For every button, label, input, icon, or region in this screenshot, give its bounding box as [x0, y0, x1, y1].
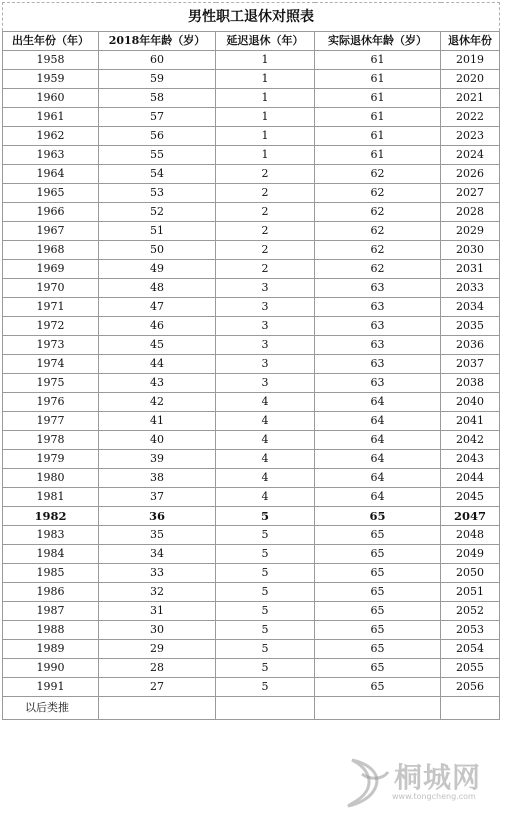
- table-row: [3, 51, 500, 70]
- cell-delay-years: 1: [216, 70, 315, 89]
- table-row: [3, 127, 500, 146]
- cell-birth-year: 1985: [3, 564, 99, 583]
- cell-delay-years: 2: [216, 260, 315, 279]
- cell-delay-years: 1: [216, 51, 315, 70]
- cell-delay-years: 3: [216, 336, 315, 355]
- cell-delay-years: 1: [216, 108, 315, 127]
- cell-birth-year: 1970: [3, 279, 99, 298]
- footnote-row: [3, 697, 500, 720]
- cell-actual-retire-age: 65: [315, 507, 441, 526]
- cell-delay-years: 3: [216, 298, 315, 317]
- table-row: [3, 602, 500, 621]
- cell-birth-year: 1966: [3, 203, 99, 222]
- table-row: [3, 165, 500, 184]
- cell-actual-retire-age: 63: [315, 355, 441, 374]
- cell-birth-year: 1961: [3, 108, 99, 127]
- table-row: [3, 545, 500, 564]
- cell-age-2018: 46: [99, 317, 216, 336]
- table-row: [3, 393, 500, 412]
- cell-actual-retire-age: 65: [315, 545, 441, 564]
- cell-birth-year: 1986: [3, 583, 99, 602]
- cell-age-2018: 57: [99, 108, 216, 127]
- cell-retire-year: 2023: [441, 127, 500, 146]
- cell-retire-year: 2043: [441, 450, 500, 469]
- table-row: [3, 526, 500, 545]
- cell-delay-years: 5: [216, 545, 315, 564]
- cell-retire-year: 2035: [441, 317, 500, 336]
- footnote-text: 以后类推: [3, 697, 99, 720]
- cell-retire-year: 2033: [441, 279, 500, 298]
- table-row: [3, 146, 500, 165]
- table-row: [3, 184, 500, 203]
- cell-delay-years: 4: [216, 393, 315, 412]
- cell-age-2018: 35: [99, 526, 216, 545]
- cell-retire-year: 2030: [441, 241, 500, 260]
- cell-actual-retire-age: 63: [315, 298, 441, 317]
- cell-age-2018: 47: [99, 298, 216, 317]
- header-birth-year: 出生年份（年）: [3, 32, 99, 51]
- cell-actual-retire-age: 64: [315, 450, 441, 469]
- cell-actual-retire-age: 65: [315, 526, 441, 545]
- table-row: [3, 279, 500, 298]
- cell-actual-retire-age: 65: [315, 678, 441, 697]
- cell-retire-year: 2034: [441, 298, 500, 317]
- cell-birth-year: 1963: [3, 146, 99, 165]
- cell-actual-retire-age: 65: [315, 640, 441, 659]
- cell-birth-year: 1991: [3, 678, 99, 697]
- cell-age-2018: 29: [99, 640, 216, 659]
- footnote-empty-cell: [441, 697, 500, 720]
- cell-retire-year: 2031: [441, 260, 500, 279]
- cell-delay-years: 5: [216, 621, 315, 640]
- cell-retire-year: 2053: [441, 621, 500, 640]
- cell-actual-retire-age: 65: [315, 602, 441, 621]
- cell-actual-retire-age: 65: [315, 583, 441, 602]
- cell-retire-year: 2038: [441, 374, 500, 393]
- cell-retire-year: 2024: [441, 146, 500, 165]
- cell-birth-year: 1969: [3, 260, 99, 279]
- site-watermark: [342, 752, 507, 812]
- cell-retire-year: 2044: [441, 469, 500, 488]
- cell-age-2018: 43: [99, 374, 216, 393]
- cell-retire-year: 2056: [441, 678, 500, 697]
- cell-age-2018: 56: [99, 127, 216, 146]
- cell-delay-years: 3: [216, 279, 315, 298]
- cell-age-2018: 58: [99, 89, 216, 108]
- cell-actual-retire-age: 65: [315, 621, 441, 640]
- cell-delay-years: 1: [216, 146, 315, 165]
- table-row: [3, 659, 500, 678]
- cell-birth-year: 1981: [3, 488, 99, 507]
- cell-actual-retire-age: 62: [315, 241, 441, 260]
- cell-age-2018: 49: [99, 260, 216, 279]
- cell-retire-year: 2049: [441, 545, 500, 564]
- cell-actual-retire-age: 64: [315, 393, 441, 412]
- cell-birth-year: 1960: [3, 89, 99, 108]
- cell-delay-years: 4: [216, 469, 315, 488]
- watermark-name: 桐城网: [394, 761, 482, 794]
- cell-age-2018: 41: [99, 412, 216, 431]
- cell-delay-years: 4: [216, 450, 315, 469]
- cell-age-2018: 54: [99, 165, 216, 184]
- table-row: [3, 222, 500, 241]
- table-row: [3, 203, 500, 222]
- table-row: [3, 355, 500, 374]
- cell-retire-year: 2036: [441, 336, 500, 355]
- cell-age-2018: 32: [99, 583, 216, 602]
- cell-birth-year: 1975: [3, 374, 99, 393]
- cell-age-2018: 53: [99, 184, 216, 203]
- cell-actual-retire-age: 63: [315, 336, 441, 355]
- cell-birth-year: 1958: [3, 51, 99, 70]
- cell-retire-year: 2037: [441, 355, 500, 374]
- cell-birth-year: 1976: [3, 393, 99, 412]
- cell-actual-retire-age: 62: [315, 222, 441, 241]
- cell-birth-year: 1964: [3, 165, 99, 184]
- cell-age-2018: 48: [99, 279, 216, 298]
- header-retire-year: 退休年份: [441, 32, 500, 51]
- cell-retire-year: 2047: [441, 507, 500, 526]
- cell-birth-year: 1972: [3, 317, 99, 336]
- cell-actual-retire-age: 64: [315, 469, 441, 488]
- cell-actual-retire-age: 61: [315, 89, 441, 108]
- cell-delay-years: 1: [216, 89, 315, 108]
- cell-retire-year: 2027: [441, 184, 500, 203]
- table-row: [3, 678, 500, 697]
- cell-birth-year: 1965: [3, 184, 99, 203]
- cell-birth-year: 1988: [3, 621, 99, 640]
- cell-age-2018: 50: [99, 241, 216, 260]
- table-row: [3, 70, 500, 89]
- cell-birth-year: 1990: [3, 659, 99, 678]
- cell-birth-year: 1971: [3, 298, 99, 317]
- cell-retire-year: 2054: [441, 640, 500, 659]
- cell-age-2018: 36: [99, 507, 216, 526]
- cell-birth-year: 1984: [3, 545, 99, 564]
- cell-retire-year: 2051: [441, 583, 500, 602]
- table-row: [3, 583, 500, 602]
- cell-age-2018: 59: [99, 70, 216, 89]
- cell-retire-year: 2050: [441, 564, 500, 583]
- cell-actual-retire-age: 64: [315, 412, 441, 431]
- cell-birth-year: 1973: [3, 336, 99, 355]
- table-row: [3, 260, 500, 279]
- cell-retire-year: 2040: [441, 393, 500, 412]
- cell-delay-years: 5: [216, 583, 315, 602]
- table-title: 男性职工退休对照表: [3, 3, 500, 32]
- cell-actual-retire-age: 65: [315, 659, 441, 678]
- table-row: [3, 507, 500, 526]
- cell-retire-year: 2041: [441, 412, 500, 431]
- cell-birth-year: 1968: [3, 241, 99, 260]
- cell-age-2018: 40: [99, 431, 216, 450]
- cell-age-2018: 37: [99, 488, 216, 507]
- cell-actual-retire-age: 62: [315, 203, 441, 222]
- table-row: [3, 317, 500, 336]
- cell-birth-year: 1967: [3, 222, 99, 241]
- cell-delay-years: 1: [216, 127, 315, 146]
- cell-retire-year: 2028: [441, 203, 500, 222]
- cell-actual-retire-age: 61: [315, 51, 441, 70]
- table-row: [3, 108, 500, 127]
- header-actual-retire-age: 实际退休年龄（岁）: [315, 32, 441, 51]
- cell-age-2018: 31: [99, 602, 216, 621]
- cell-age-2018: 30: [99, 621, 216, 640]
- cell-actual-retire-age: 63: [315, 279, 441, 298]
- cell-retire-year: 2029: [441, 222, 500, 241]
- cell-delay-years: 2: [216, 203, 315, 222]
- footnote-empty-cell: [315, 697, 441, 720]
- cell-retire-year: 2026: [441, 165, 500, 184]
- cell-actual-retire-age: 61: [315, 108, 441, 127]
- cell-age-2018: 60: [99, 51, 216, 70]
- cell-actual-retire-age: 61: [315, 70, 441, 89]
- footnote-empty-cell: [99, 697, 216, 720]
- table-row: [3, 450, 500, 469]
- cell-actual-retire-age: 61: [315, 127, 441, 146]
- table-row: [3, 488, 500, 507]
- cell-delay-years: 2: [216, 222, 315, 241]
- table-row: [3, 412, 500, 431]
- cell-retire-year: 2021: [441, 89, 500, 108]
- cell-retire-year: 2045: [441, 488, 500, 507]
- cell-delay-years: 5: [216, 602, 315, 621]
- cell-delay-years: 4: [216, 431, 315, 450]
- cell-retire-year: 2055: [441, 659, 500, 678]
- table-row: [3, 374, 500, 393]
- cell-age-2018: 38: [99, 469, 216, 488]
- cell-actual-retire-age: 61: [315, 146, 441, 165]
- retirement-table: [2, 2, 500, 720]
- cell-actual-retire-age: 63: [315, 374, 441, 393]
- table-body: [3, 51, 500, 697]
- table-row: [3, 621, 500, 640]
- header-delay-years: 延迟退休（年）: [216, 32, 315, 51]
- footnote-empty-cell: [216, 697, 315, 720]
- cell-delay-years: 5: [216, 564, 315, 583]
- cell-retire-year: 2042: [441, 431, 500, 450]
- cell-birth-year: 1959: [3, 70, 99, 89]
- header-row: [3, 32, 500, 51]
- cell-delay-years: 5: [216, 640, 315, 659]
- cell-delay-years: 5: [216, 659, 315, 678]
- cell-age-2018: 39: [99, 450, 216, 469]
- table-row: [3, 431, 500, 450]
- cell-age-2018: 52: [99, 203, 216, 222]
- cell-age-2018: 34: [99, 545, 216, 564]
- cell-retire-year: 2048: [441, 526, 500, 545]
- cell-age-2018: 33: [99, 564, 216, 583]
- cell-retire-year: 2020: [441, 70, 500, 89]
- cell-birth-year: 1980: [3, 469, 99, 488]
- cell-actual-retire-age: 64: [315, 431, 441, 450]
- cell-age-2018: 42: [99, 393, 216, 412]
- cell-delay-years: 2: [216, 241, 315, 260]
- cell-birth-year: 1982: [3, 507, 99, 526]
- cell-delay-years: 2: [216, 165, 315, 184]
- title-row: [3, 3, 500, 32]
- cell-birth-year: 1974: [3, 355, 99, 374]
- cell-delay-years: 5: [216, 507, 315, 526]
- cell-delay-years: 4: [216, 488, 315, 507]
- cell-birth-year: 1978: [3, 431, 99, 450]
- cell-birth-year: 1983: [3, 526, 99, 545]
- cell-age-2018: 27: [99, 678, 216, 697]
- cell-delay-years: 3: [216, 374, 315, 393]
- table-row: [3, 564, 500, 583]
- table-row: [3, 469, 500, 488]
- cell-birth-year: 1979: [3, 450, 99, 469]
- cell-delay-years: 4: [216, 412, 315, 431]
- cell-delay-years: 3: [216, 355, 315, 374]
- cell-actual-retire-age: 64: [315, 488, 441, 507]
- cell-actual-retire-age: 63: [315, 317, 441, 336]
- cell-retire-year: 2019: [441, 51, 500, 70]
- cell-delay-years: 2: [216, 184, 315, 203]
- table-row: [3, 89, 500, 108]
- cell-retire-year: 2022: [441, 108, 500, 127]
- cell-birth-year: 1962: [3, 127, 99, 146]
- cell-retire-year: 2052: [441, 602, 500, 621]
- cell-delay-years: 5: [216, 678, 315, 697]
- cell-age-2018: 44: [99, 355, 216, 374]
- watermark-domain: www.tongcheng.com: [392, 792, 476, 801]
- cell-birth-year: 1987: [3, 602, 99, 621]
- cell-actual-retire-age: 62: [315, 260, 441, 279]
- table-row: [3, 336, 500, 355]
- table-row: [3, 241, 500, 260]
- cell-delay-years: 5: [216, 526, 315, 545]
- cell-age-2018: 45: [99, 336, 216, 355]
- cell-age-2018: 28: [99, 659, 216, 678]
- cell-birth-year: 1989: [3, 640, 99, 659]
- cell-actual-retire-age: 65: [315, 564, 441, 583]
- cell-age-2018: 55: [99, 146, 216, 165]
- cell-actual-retire-age: 62: [315, 165, 441, 184]
- header-age-2018: 2018年年龄（岁）: [99, 32, 216, 51]
- cell-actual-retire-age: 62: [315, 184, 441, 203]
- cell-birth-year: 1977: [3, 412, 99, 431]
- cell-delay-years: 3: [216, 317, 315, 336]
- table-row: [3, 640, 500, 659]
- table-row: [3, 298, 500, 317]
- fish-logo-icon: [342, 752, 392, 810]
- cell-age-2018: 51: [99, 222, 216, 241]
